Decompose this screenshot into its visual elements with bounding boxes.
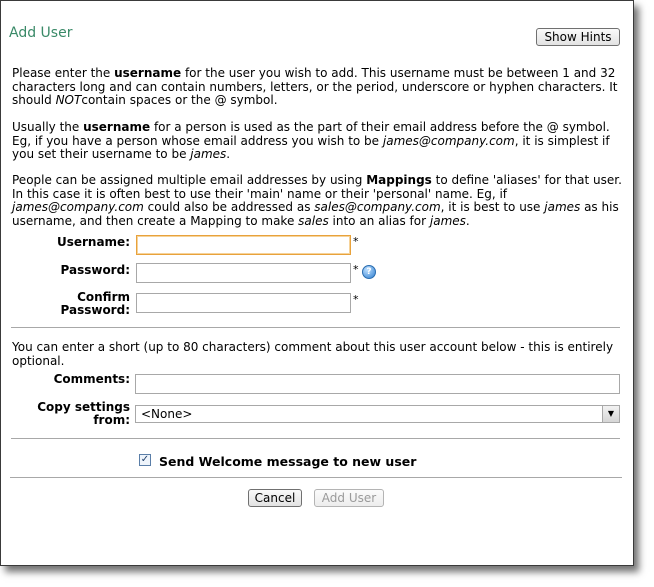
text: . xyxy=(465,213,470,228)
confirm-label-line2: Password: xyxy=(60,303,130,317)
text-italic: james xyxy=(544,200,581,214)
text: . xyxy=(226,147,231,161)
text: People can be assigned multiple email addresses by using xyxy=(12,173,367,187)
chevron-down-icon[interactable]: ▼ xyxy=(602,406,619,422)
text: to define 'aliases' for that user. In this case it is often best to use their 'main' name or their 'personal' name. Eg, if xyxy=(12,173,622,201)
divider xyxy=(11,438,620,439)
divider xyxy=(10,477,622,478)
add-user-button[interactable]: Add User xyxy=(314,489,384,507)
copy-label-line2: from: xyxy=(93,413,130,427)
confirm-password-label xyxy=(12,291,130,317)
required-mark: * xyxy=(353,235,359,248)
text-bold: username xyxy=(114,66,182,80)
intro-paragraph-username xyxy=(12,67,622,108)
text-bold: username xyxy=(83,120,151,134)
intro-paragraph-mappings xyxy=(12,174,622,228)
comments-input[interactable] xyxy=(135,374,620,394)
text-italic: sales xyxy=(298,213,329,228)
text-italic: NOT xyxy=(55,93,82,107)
password-label: Password: xyxy=(60,263,130,277)
text: , it is simplest if you set their username to be xyxy=(12,133,610,161)
comment-note: You can enter a short (up to 80 characters) comment about this user account below - this is entirely optional. xyxy=(12,340,614,368)
text: Please enter the xyxy=(12,66,115,80)
text-italic: james@company.com xyxy=(12,200,144,214)
username-label: Username: xyxy=(56,235,130,249)
intro-paragraph-email xyxy=(12,121,622,162)
text: into an alias for xyxy=(328,213,430,228)
help-icon[interactable]: ? xyxy=(362,265,376,279)
confirm-password-input[interactable] xyxy=(136,293,351,313)
divider xyxy=(11,327,620,328)
copy-settings-selected: <None> xyxy=(141,407,193,421)
copy-label-line1: Copy settings xyxy=(37,400,130,414)
comments-label: Comments: xyxy=(53,372,130,386)
required-mark: * xyxy=(353,293,359,306)
show-hints-button[interactable]: Show Hints xyxy=(536,28,620,46)
text: , it is best to use xyxy=(440,200,545,214)
welcome-label[interactable]: Send Welcome message to new user xyxy=(159,454,417,469)
required-mark: * xyxy=(353,263,359,276)
text-italic: james@company.com xyxy=(382,133,515,148)
cancel-button[interactable]: Cancel xyxy=(248,489,302,507)
username-input[interactable] xyxy=(136,235,351,255)
text: could also be addressed as xyxy=(143,200,315,214)
copy-settings-label xyxy=(12,401,130,427)
text: for a person is used as the part of their email address before the @ symbol. Eg, if you have a person whose email address you wish to be xyxy=(12,120,610,148)
text-italic: james xyxy=(190,147,227,161)
copy-settings-select[interactable] xyxy=(135,405,620,423)
password-input[interactable] xyxy=(136,263,351,283)
confirm-label-line1: Confirm xyxy=(77,290,130,304)
text: contain spaces or the @ symbol. xyxy=(81,93,278,107)
text-bold: Mappings xyxy=(366,173,432,187)
text: Usually the xyxy=(12,120,84,134)
text-italic: james xyxy=(429,213,466,228)
text-italic: sales@company.com xyxy=(314,200,441,214)
text: as his username, and then create a Mapping to make xyxy=(12,200,619,228)
text: for the user you wish to add. This username must be between 1 and 32 characters long and can contain numbers, letters, or the period, underscore or hyphen characters. It should xyxy=(12,66,618,107)
welcome-checkbox[interactable]: ✓ xyxy=(140,454,150,465)
dialog-title: Add User xyxy=(9,25,73,41)
